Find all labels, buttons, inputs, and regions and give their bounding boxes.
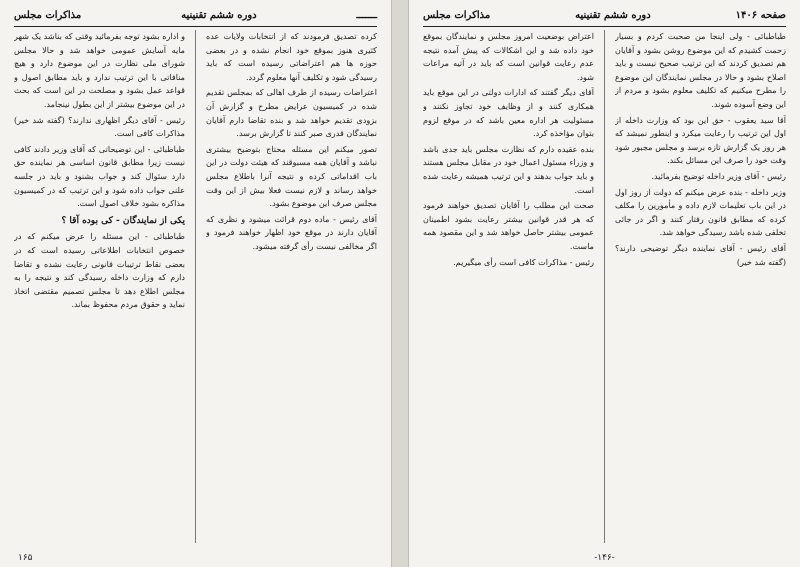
left-header-center-text: دوره ششم تقنینیه xyxy=(181,9,257,21)
paragraph: اعتراضات رسیده از طرف اهالی که بمجلس تقدیم شده در کمیسیون عرایض مطرح و گزارش آن بزودی تقدیم خواهد شد و بنده تقاضا دارم آقایان نمایندگان قدری صبر کنند تا گزارش برسد. xyxy=(206,87,377,139)
column-divider xyxy=(604,30,605,543)
right-page-columns xyxy=(423,30,786,543)
paragraph: و اداره بشود توجه بفرمائید وقتی که بناشد یک شهر مایه آسایش عمومی خواهد شد و حالا مجلس شورای ملی نظارت در این موضوع دارد و هیچ منافاتی با این ترتیب ندارد و باید مطابق اصول و قواعد عمل بشود و مصلحت در این است که بحث در این موضوع بیشتر از این بطول نینجامد. xyxy=(14,31,185,109)
right-page xyxy=(408,0,800,567)
paragraph: رئیس - مذاکرات کافی است رأی میگیریم. xyxy=(453,256,594,267)
paragraph: اعتراض بوضعیت امروز مجلس و نمایندگان بموقع خود داده شد و این اشکالات که پیش آمده نتیجه عدم رعایت قوانین است که باید در آتیه مراعات شود. xyxy=(423,31,594,82)
paragraph: رئیس - آقای دیگر اظهاری ندارند؟ (گفته شد خیر) مذاکرات کافی است. xyxy=(14,114,185,139)
left-page-number: ۱۶۵ xyxy=(18,553,33,563)
paragraph: طباطبائی - این مسئله را عرض میکنم که در خصوص انتخابات اطلاعاتی رسیده است که در بعضی نقاط ترتیبات قانونی رعایت نشده و تقاضا دارم که وزارت داخله رسیدگی کند و نتیجه را به مجلس اطلاع دهد تا مجلس تصمیم مقتضی اتخاذ نماید و حقوق مردم محفوظ بماند. xyxy=(14,231,185,310)
paragraph: وزیر داخله - بنده عرض میکنم که دولت از روز اول در این باب تعلیمات لازم داده و مأمورین را مکلف کرده که مطابق قانون رفتار کنند و اگر در جائی تخلفی شده باشد رسیدگی خواهد شد. xyxy=(615,186,786,238)
paragraph: آقای رئیس - آقای نماینده دیگر توضیحی دارند؟ (گفته شد خیر) xyxy=(615,242,786,267)
paragraph: آقای دیگر گفتند که ادارات دولتی در این موقع باید همکاری کنند و از وظایف خود تجاوز نکنند و مسئولیت هر اداره معین باشد که در موقع لزوم بتوان مؤاخذه کرد. xyxy=(423,87,594,139)
left-header-left-text: مذاکرات مجلس xyxy=(14,9,82,21)
paragraph: طباطبائی - ولی اینجا من صحبت کردم و بسیار زحمت کشیدم که این موضوع روشن بشود و آقایان هم تصدیق کردند که این ترتیب صحیح نیست و باید اصلاح بشود و حالا در مجلس نمایندگان این موضوع را مطرح میکنیم که تکلیف معلوم بشود و مردم از این وضع آسوده شوند. xyxy=(615,31,786,109)
section-heading: یکی از نمایندگان - کی بوده آقا ؟ xyxy=(61,215,185,226)
paragraph: صحت این مطلب را آقایان تصدیق خواهند فرمود که هر قدر قوانین بیشتر رعایت بشود اطمینان عمومی بیشتر حاصل خواهد شد و این مقصود همه ماست. xyxy=(423,200,594,251)
paragraph: رئیس - آقای وزیر داخله توضیح بفرمائید. xyxy=(651,170,786,181)
left-page-columns xyxy=(14,30,377,543)
right-header-rule xyxy=(423,26,786,27)
left-page-header xyxy=(14,6,377,24)
right-header-left-text: مذاکرات مجلس xyxy=(423,9,491,21)
left-header-rule xyxy=(14,26,377,27)
paragraph: تصور میکنم این مسئله محتاج بتوضیح بیشتری نباشد و آقایان همه مسبوقند که هیئت دولت در این باب اقداماتی کرده و نتیجه آنرا باطلاع مجلس خواهد رساند و لازم نیست فعلا بیش از این وقت مجلس صرف این موضوع بشود. xyxy=(206,143,377,209)
right-header-center-text: دوره ششم تقنینیه xyxy=(575,9,651,21)
right-page-column-right xyxy=(615,30,786,543)
left-page xyxy=(0,0,392,567)
right-page-column-left xyxy=(423,30,594,543)
right-header-right-text: صفحه ۱۴۰۶ xyxy=(735,9,786,21)
right-page-number: -۱۴۶- xyxy=(594,553,615,563)
left-page-column-left xyxy=(14,30,185,543)
left-header-right-text: ـــــــ xyxy=(356,9,377,21)
right-page-header xyxy=(423,6,786,24)
paragraph: کرده تصدیق فرمودند که از انتخابات ولایات عده کثیری هنوز بموقع خود انجام نشده و در بعضی حوزه ها هم اعتراضاتی رسیده است که باید رسیدگی شود و تکلیف آنها معلوم گردد. xyxy=(206,31,377,82)
left-page-column-right xyxy=(206,30,377,543)
paragraph: بنده عقیده دارم که نظارت مجلس باید جدی باشد و وزراء مسئول اعمال خود در مقابل مجلس هستند و باید جواب بدهند و این ترتیب همیشه رعایت شده است. xyxy=(423,143,594,195)
book-gutter xyxy=(392,0,408,567)
paragraph: طباطبائی - این توضیحاتی که آقای وزیر دادند کافی نیست زیرا مطابق قانون اساسی هر نماینده حق دارد سئوال کند و جواب بشنود و باید در جلسه علنی جواب داده شود و این ترتیب که در کمیسیون مذاکره بشود خلاف اصول است. xyxy=(14,143,185,209)
paragraph: آقا سید یعقوب - حق این بود که وزارت داخله از اول این ترتیب را رعایت میکرد و اینطور نمیشد که هر روز یک گزارش تازه برسد و مجلس مجبور شود وقت خود را صرف این مسائل بکند. xyxy=(615,114,786,166)
paragraph: آقای رئیس - ماده دوم قرائت میشود و نظری که آقایان دارند در موقع خود اظهار خواهند فرمود و اگر مخالفی نیست رأی گرفته میشود. xyxy=(206,213,377,251)
column-divider xyxy=(195,30,196,543)
